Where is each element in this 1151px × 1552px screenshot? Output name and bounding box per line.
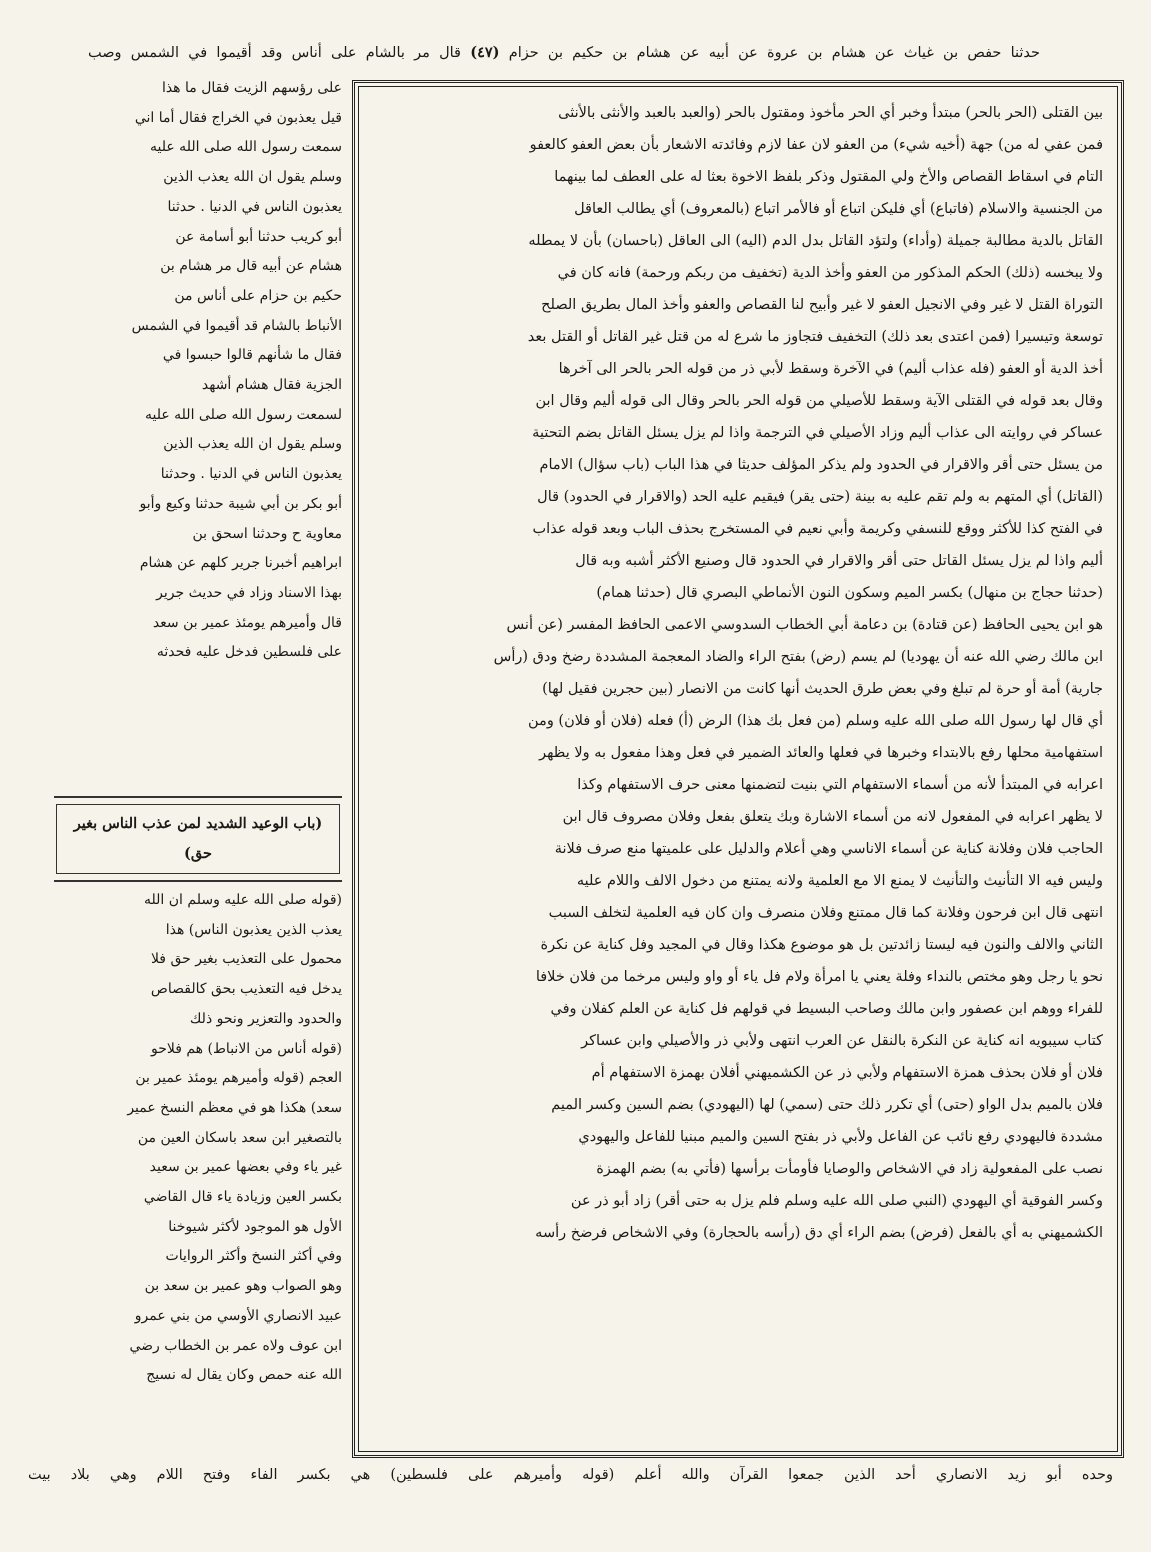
text-line: سعد) هكذا هو في معظم النسخ عمير bbox=[127, 1099, 342, 1116]
text-line: بهذا الاسناد وزاد في حديث جرير bbox=[156, 584, 342, 601]
text-line: ابن مالك رضي الله عنه أن يهوديا) لم يسم (رض) بفتح الراء والضاد المعجمة المشددة رضخ ودق (رأس bbox=[493, 649, 1103, 665]
text-line: أبو كريب حدثنا أبو أسامة عن bbox=[175, 228, 342, 245]
text-line: والحدود والتعزير ونحو ذلك bbox=[189, 1010, 342, 1027]
divider bbox=[54, 796, 342, 798]
text-line: بالتصغير ابن سعد باسكان العين من bbox=[137, 1129, 342, 1146]
text-line: فلان أو فلان بحذف همزة الاستفهام ولأبي ذر عن الكشميهني أفلان بهمزة الاستفهام أم bbox=[591, 1065, 1103, 1081]
text-line: من الجنسية والاسلام (فاتباع) أي فليكن اتباع أو فالأمر اتباع (بالمعروف) أي يطالب العاقل bbox=[574, 201, 1103, 217]
chapter-title: (باب الوعيد الشديد لمن عذب الناس بغير حق) bbox=[56, 804, 340, 874]
text-line: وفي أكثر النسخ وأكثر الروايات bbox=[165, 1248, 342, 1265]
text-line: توسعة وتيسيرا (فمن اعتدى بعد ذلك) التخفيف فتجاوز ما شرع له من قتل غير القاتل أو القتل بعد bbox=[527, 329, 1103, 345]
text-line: وسلم يقول ان الله يعذب الذين bbox=[163, 436, 342, 453]
text-line: يدخل فيه التعذيب بحق كالقصاص bbox=[150, 981, 342, 998]
text-line: على فلسطين فدخل عليه فحدثه bbox=[156, 644, 342, 661]
text-line: يعذبون الناس في الدنيا . وحدثنا bbox=[160, 466, 342, 483]
text-line: الله عنه حمص وكان يقال له نسيج bbox=[146, 1367, 342, 1384]
text-line: غير ياء وفي بعضها عمير بن سعيد bbox=[149, 1159, 342, 1176]
text-line: فمن عفي له من) جهة (أخيه شيء) من العفو لان عفا لازم وفائدته الاشعار بأن بعض العفو كالعفو bbox=[529, 137, 1103, 153]
text-line: نصب على المفعولية زاد في الاشخاص والوصايا فأومأت برأسها (فأتي به) بضم الهمزة bbox=[596, 1161, 1103, 1177]
text-line: على رؤسهم الزيت فقال ما هذا bbox=[161, 80, 342, 96]
text-line: الحاجب فلان وفلانة كناية عن أسماء الاناسي وهي أعلام والدليل على علميتها منع صرف فلانة bbox=[554, 841, 1103, 857]
nawawi-commentary-block bbox=[54, 886, 342, 1536]
text-line: ابراهيم أخبرنا جرير كلهم عن هشام bbox=[139, 555, 342, 572]
text-line: مشددة فاليهودي رفع نائب عن الفاعل ولأبي ذر بفتح السين والميم مبنيا للفاعل واليهودي bbox=[578, 1129, 1103, 1145]
text-line: اعرابه في المبتدأ لأنه من أسماء الاستفهام التي بنيت لتضمنها معنى حرف الاستفهام وكذا bbox=[577, 777, 1103, 793]
text-line: (قوله أناس من الانباط) هم فلاحو bbox=[150, 1040, 342, 1057]
text-line: للفراء ووهم ابن عصفور وابن مالك وصاحب البسيط في قولهم فل كناية عن العلم كفلان وفي bbox=[550, 1001, 1103, 1017]
side-commentary-column bbox=[54, 74, 342, 1536]
text-line: أخذ الدية أو العفو (فله عذاب أليم) في الآخرة وسقط لأبي ذر من قوله الحر بالحر الى آخرها bbox=[558, 361, 1103, 377]
text-line: القاتل بالدية مطالبة جميلة (وأداء) ولتؤد القاتل بدل الدم (اليه) الى العاقل (باحسان) بأن لا يمطله bbox=[528, 233, 1103, 249]
text-line: هو ابن يحيى الحافظ (عن قتادة) بن دعامة أبي الخطاب السدوسي الاعمى الحافظ المفسر (عن أنس bbox=[506, 617, 1103, 633]
text-line: وهو الصواب وهو عمير بن سعد بن bbox=[144, 1278, 342, 1295]
text-line: في الفتح كذا للأكثر ووقع للنسفي وكريمة وأبي نعيم في المستخرج بحذف الباب وبعد قوله عذاب bbox=[532, 521, 1103, 537]
text-line: يعذب الذين يعذبون الناس) هذا bbox=[165, 921, 342, 938]
text-line: كتاب سيبويه انه كناية عن النكرة بالنقل عن العرب انتهى ولأبي ذر والأصيلي وابن عساكر bbox=[581, 1033, 1103, 1049]
text-line: التوراة القتل لا غير وفي الانجيل العفو لا غير وأبيح لنا القصاص والعفو وأخذ المال بطريق الصلح bbox=[541, 297, 1103, 313]
text-line: استفهامية محلها رفع بالابتداء وخبرها في فعلها والعائد الضمير في فعل وهذا مفعول به ولا يظهر bbox=[539, 745, 1103, 761]
text-line: الأنباط بالشام قد أقيموا في الشمس bbox=[131, 317, 342, 334]
page-footer: وحده أبو زيد الانصاري أحد الذين جمعوا القرآن والله أعلم (قوله وأميرهم على فلسطين) هي بكسر الفاء وفتح اللام وهي بلاد بيت bbox=[28, 1467, 1113, 1483]
header-right-text: حدثنا حفص بن غياث عن هشام بن عروة عن أبيه عن هشام بن حكيم بن حزام bbox=[508, 45, 1040, 61]
text-line: (القاتل) أي المتهم به ولم تقم عليه به بينة (حتى يقر) فيقيم عليه الحد (والاقرار في الحدود) قال bbox=[537, 489, 1103, 505]
text-line: قيل يعذبون في الخراج فقال أما اني bbox=[134, 109, 342, 126]
text-line: الثاني والالف والنون فيه ليستا زائدتين بل هو موضوع هكذا وقال في المجيد وفل كناية عن نكرة bbox=[540, 937, 1103, 953]
text-line: الأول هو الموجود لأكثر شيوخنا bbox=[168, 1218, 342, 1235]
text-line: وسلم يقول ان الله يعذب الذين bbox=[163, 169, 342, 186]
text-line: جارية) أمة أو حرة لم تبلغ وفي بعض طرق الحديث أنها كانت من الانصار (بين حجرين فقيل لها) bbox=[542, 681, 1103, 697]
text-line: العجم (قوله وأميرهم يومئذ عمير بن bbox=[135, 1070, 342, 1087]
text-line: الجزية فقال هشام أشهد bbox=[201, 377, 342, 394]
text-line: فلان بالميم بدل الواو (حتى) أي تكرر ذلك حتى (سمي) لها (اليهودي) بضم السين وكسر الميم bbox=[551, 1097, 1103, 1113]
main-text-frame bbox=[352, 80, 1124, 1458]
text-line: وكسر الفوقية أي اليهودي (النبي صلى الله عليه وسلم فلم يزل به حتى أقر) زاد أبو ذر عن bbox=[570, 1193, 1103, 1209]
text-line: ابن عوف ولاه عمر بن الخطاب رضي bbox=[129, 1337, 342, 1354]
page-number: (٤٧) bbox=[470, 44, 500, 61]
text-line: من يسئل حتى أقر والاقرار في الحدود ولم يذكر المؤلف حديثا في هذا الباب (باب سؤال) الامام bbox=[539, 457, 1103, 473]
text-line: أي قال لها رسول الله صلى الله عليه وسلم (من فعل بك هذا) الرض (أ) فعله (فلان أو فلان) ومن bbox=[528, 713, 1103, 729]
text-line: نحو يا رجل وهو مختص بالنداء وفلة يعني يا امرأة ولام فل ياء أو واو وليس مرخما من فلان خلافا bbox=[535, 969, 1103, 985]
hadith-text-block bbox=[54, 74, 342, 794]
text-line: وليس فيه الا التأنيث والتأنيث لا يمنع الا مع العلمية ولانه يمتنع من دخول الالف واللام عليه bbox=[576, 873, 1103, 889]
text-line: عبيد الانصاري الأوسي من بني عمرو bbox=[134, 1307, 342, 1324]
text-line: لا يظهر اعرابه في المفعول لانه من أسماء الاشارة وبك يتعلق بفعل وفلان مصروف قال ابن bbox=[562, 809, 1103, 825]
text-line: معاوية ح وحدثنا اسحق بن bbox=[192, 525, 342, 542]
text-line: التام في اسقاط القصاص والأخ ولي المقتول وذكر بلفظ الاخوة بعثا له على العطف لما بينهما bbox=[554, 169, 1103, 185]
page-header bbox=[88, 38, 1040, 68]
text-line: بين القتلى (الحر بالحر) مبتدأ وخبر أي الحر مأخوذ ومقتول بالحر (والعبد بالعبد والأنثى بالأنثى bbox=[558, 105, 1103, 121]
text-line: عساكر في روايته الى عذاب أليم وزاد الأصيلي في الترجمة واذا لم يزل يسئل القاتل بضم التحتية bbox=[532, 425, 1103, 441]
text-line: (حدثنا حجاج بن منهال) بكسر الميم وسكون النون الأنماطي البصري قال (حدثنا همام) bbox=[596, 585, 1103, 601]
text-line: ولا يبخسه (ذلك) الحكم المذكور من العفو وأخذ الدية (تخفيف من ربكم ورحمة) فانه كان في bbox=[557, 265, 1103, 281]
text-line: (قوله صلى الله عليه وسلم ان الله bbox=[144, 892, 342, 908]
text-line: محمول على التعذيب بغير حق فلا bbox=[150, 951, 342, 968]
header-left-text: قال مر بالشام على أناس وقد أقيموا في الشمس وصب bbox=[88, 45, 461, 61]
text-line: بكسر العين وزيادة ياء قال القاضي bbox=[143, 1189, 342, 1206]
text-line: وقال بعد قوله في القتلى الآية وسقط للأصيلي من قوله الحر بالحر وقال الى قوله أليم وقال ابن bbox=[535, 393, 1103, 409]
divider bbox=[54, 880, 342, 882]
text-line: حكيم بن حزام على أناس من bbox=[174, 287, 342, 304]
text-line: لسمعت رسول الله صلى الله عليه bbox=[145, 406, 342, 423]
text-line: أبو بكر بن أبي شيبة حدثنا وكيع وأبو bbox=[139, 495, 342, 512]
text-line: هشام عن أبيه قال مر هشام بن bbox=[160, 258, 342, 275]
text-line: انتهى قال ابن فرحون وفلانة كما قال ممتنع وفلان منصرف وان كان فيه العلمية لتخلف السبب bbox=[548, 905, 1103, 921]
text-line: يعذبون الناس في الدنيا . حدثنا bbox=[167, 198, 342, 215]
text-line: فقال ما شأنهم قالوا حبسوا في bbox=[162, 347, 342, 364]
text-line: أليم واذا لم يزل يسئل القاتل حتى أقر والاقرار في الحدود قال وصنيع الأكثر أشبه وبه قال bbox=[575, 553, 1103, 569]
text-line: الكشميهني به أي بالفعل (فرض) بضم الراء أي دق (رأسه بالحجارة) وفي الاشخاص فرضخ رأسه bbox=[535, 1225, 1103, 1241]
main-commentary-text bbox=[358, 86, 1118, 1452]
text-line: قال وأميرهم يومئذ عمير بن سعد bbox=[152, 614, 342, 631]
text-line: سمعت رسول الله صلى الله عليه bbox=[150, 139, 342, 156]
